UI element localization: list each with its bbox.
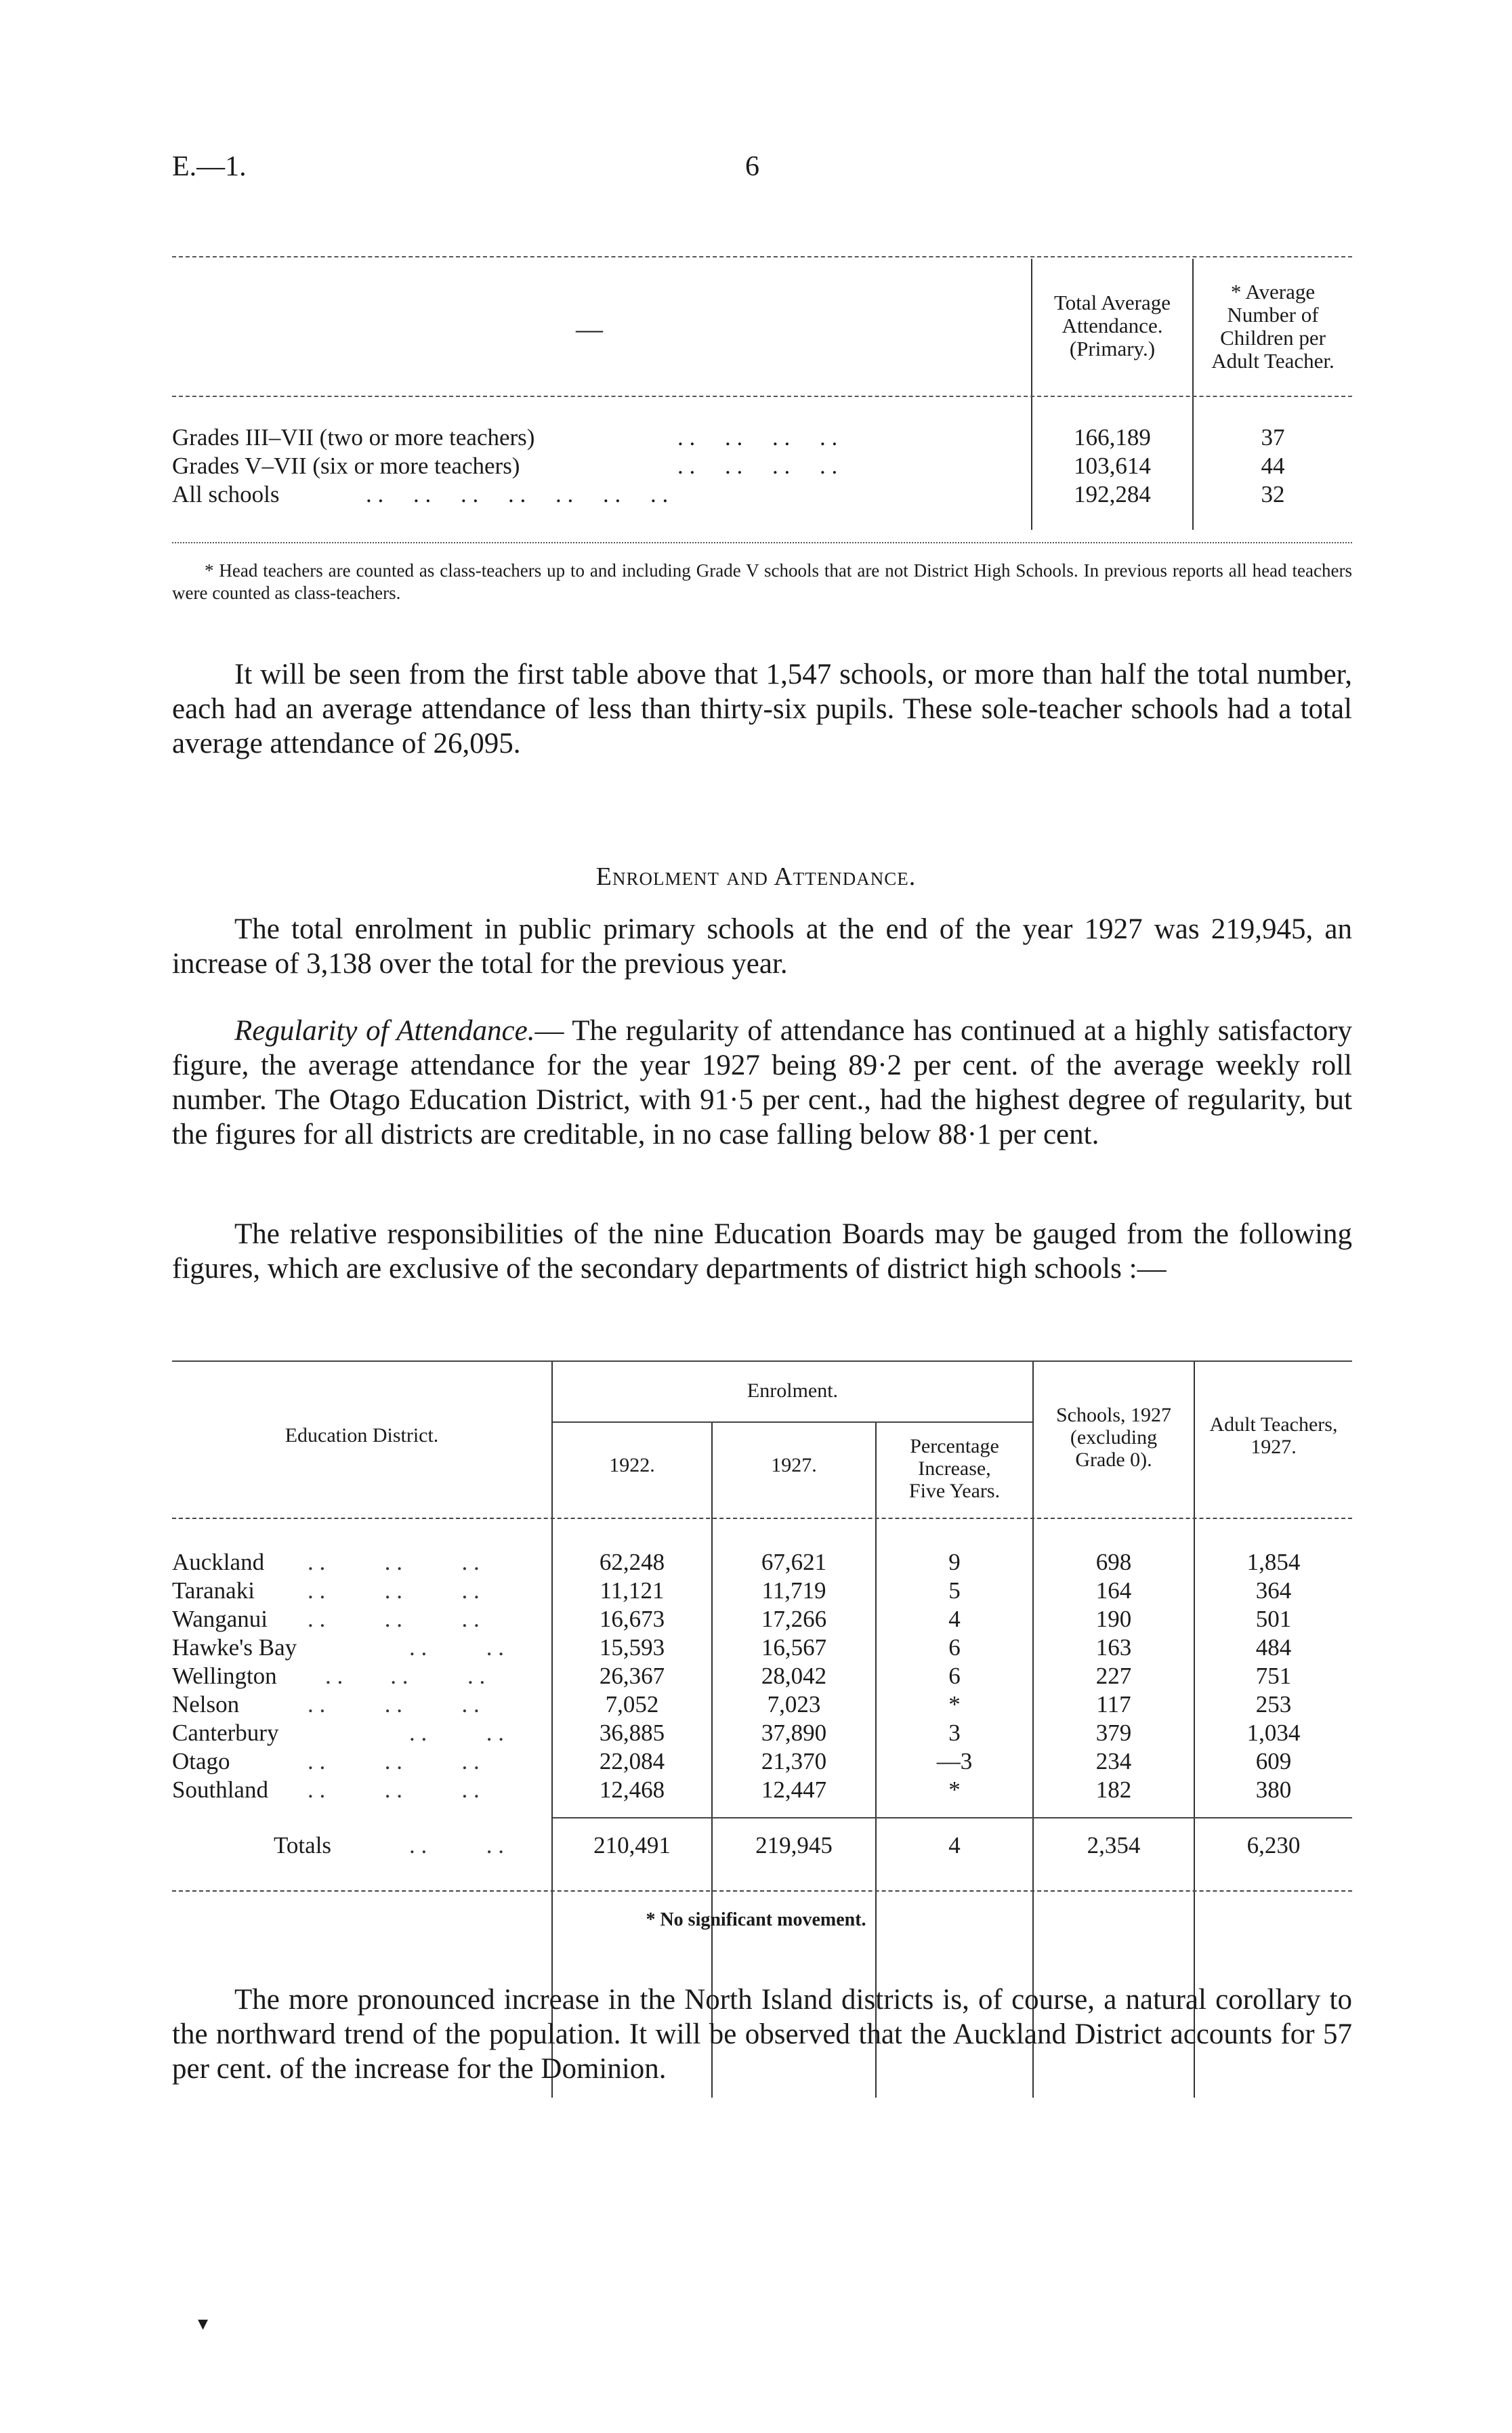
- table-corner-dash: —: [576, 314, 603, 344]
- table-footnote: * Head teachers are counted as class-teachers up to and including Grade V schools that are not District High Schools. In previous reports all head teachers were counted as class-teachers.: [172, 560, 1352, 603]
- col-header-average: * Average Number of Children per Adult Teacher.: [1211, 280, 1335, 373]
- paragraph-north-island: The more pronounced increase in the North Island districts is, of course, a natural corollary to the northward trend of the population. It will be observed that the Auckland District accounts for 57 per cent. of the increase for the Dominion.: [172, 1984, 1352, 2085]
- table-rule: [172, 1890, 1352, 1892]
- table-rule: [172, 256, 1352, 257]
- table-rule: [172, 1518, 1352, 1519]
- table-rule: [553, 1817, 1352, 1818]
- col-header-schools: Schools, 1927 (excluding Grade 0).: [1055, 1404, 1171, 1471]
- paragraph-sole-teacher: It will be seen from the first table above that 1,547 schools, or more than half the total number, each had an average attendance of less than thirty-six pupils. These sole-teacher schools had a total average attendance of 26,095.: [172, 659, 1352, 760]
- col-header-1927: 1927.: [771, 1454, 817, 1476]
- table-rule: [172, 542, 1352, 543]
- report-reference: E.—1.: [172, 151, 247, 182]
- table-rule: [172, 1360, 1352, 1362]
- printer-mark-icon: ▾: [198, 2312, 209, 2335]
- paragraph-enrolment: The total enrolment in public primary schools at the end of the year 1927 was 219,945, an increase of 3,138 over the total for the previous year.: [172, 913, 1352, 980]
- col-header-1922: 1922.: [609, 1454, 655, 1476]
- col-header-percentage: Percentage Increase, Five Years.: [908, 1435, 1001, 1502]
- col-header-district: Education District.: [285, 1424, 439, 1447]
- paragraph-regularity: Regularity of Attendance.— The regularity of attendance has continued at a highly satisfactory figure, the average attendance for the year 1927 being 89·2 per cent. of the average weekly roll number. The Otago Education District, with 91·5 per cent., had the highest degree of regularity, but the figures for all districts are creditable, in no case falling below 88·1 per cent.: [172, 1015, 1352, 1150]
- page-number: 6: [745, 151, 759, 182]
- table-note: * No significant movement.: [646, 1909, 866, 1930]
- table-rule: [553, 1421, 1032, 1423]
- col-header-attendance: Total Average Attendance. (Primary.): [1054, 291, 1171, 360]
- col-header-teachers: Adult Teachers, 1927.: [1209, 1413, 1338, 1458]
- section-heading: Enrolment and Attendance.: [595, 862, 917, 891]
- table-rule: [172, 396, 1352, 397]
- regularity-lead: Regularity of Attendance.: [234, 1015, 535, 1047]
- paragraph-responsibilities: The relative responsibilities of the nine Education Boards may be gauged from the following figures, which are exclusive of the secondary departments of district high schools :—: [172, 1218, 1352, 1285]
- col-header-enrolment: Enrolment.: [747, 1379, 839, 1402]
